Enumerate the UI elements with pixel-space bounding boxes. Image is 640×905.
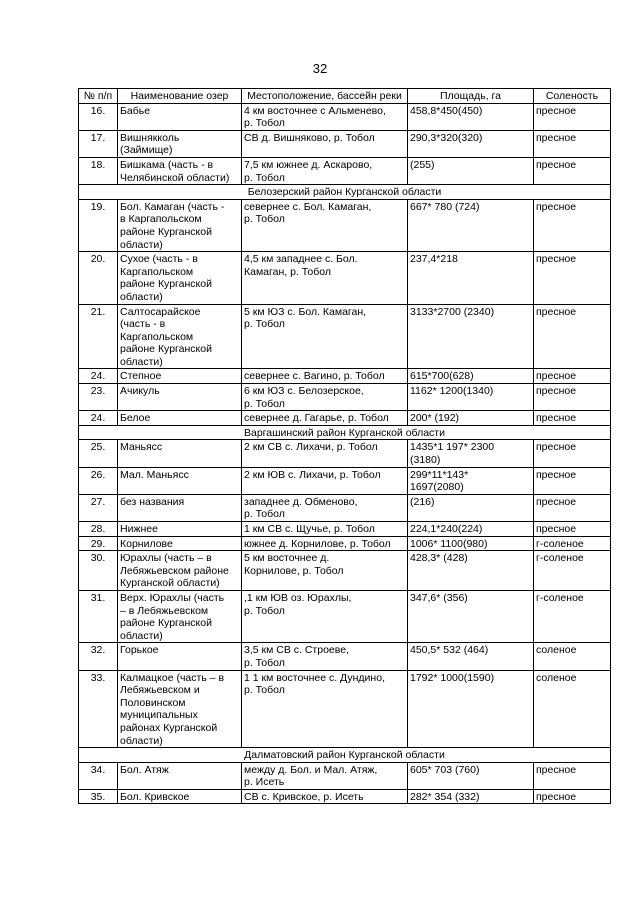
lake-location: [242, 467, 408, 494]
lake-location: [242, 789, 408, 804]
lake-name: [118, 762, 242, 789]
lake-location-line: 3,5 км СВ с. Строеве,: [244, 644, 349, 657]
lake-name-line: области): [120, 355, 163, 368]
lake-name-line: (часть - в: [120, 318, 166, 331]
lake-area: [408, 157, 534, 184]
lake-name: [118, 157, 242, 184]
lake-location: [242, 762, 408, 789]
lake-location: [242, 384, 408, 411]
lake-location-line: 6 км ЮЗ с. Белозерское,: [244, 385, 364, 398]
header-salinity: Соленость: [534, 89, 611, 104]
row-number: 28.: [79, 522, 118, 537]
lake-name: [118, 130, 242, 157]
lake-area-line: (216): [410, 495, 435, 508]
lake-area: [408, 551, 534, 591]
lake-salinity: пресное: [534, 467, 611, 494]
lake-location: [242, 670, 408, 748]
lake-location-line: р. Исеть: [244, 776, 285, 789]
lake-name-line: Челябинской области): [120, 171, 230, 184]
region-header-row: [79, 425, 611, 440]
table-row: [79, 440, 611, 467]
lake-location-line: р. Тобол: [244, 171, 285, 184]
lake-area: [408, 643, 534, 670]
row-number: 31.: [79, 590, 118, 642]
row-number: 18.: [79, 157, 118, 184]
row-number: 33.: [79, 670, 118, 748]
table-header-row: [79, 89, 611, 104]
header-number: № п/п: [79, 89, 118, 104]
region-header-row: [79, 185, 611, 200]
lake-area: [408, 467, 534, 494]
lake-name-line: в Каргапольском: [120, 213, 202, 226]
lake-location-line: южнее д. Корнилове, р. Тобол: [244, 537, 391, 550]
lake-name-line: Верх. Юрахлы (часть: [120, 591, 225, 604]
lake-name-line: Калмацкое (часть – в: [120, 671, 225, 684]
lake-location-line: СВ д. Вишняково, р. Тобол: [244, 131, 375, 144]
lake-location-line: 2 км ЮВ с. Лихачи, р. Тобол: [244, 468, 381, 481]
lake-name: [118, 551, 242, 591]
row-number: 17.: [79, 130, 118, 157]
lake-location-line: р. Тобол: [244, 397, 285, 410]
lake-area: [408, 252, 534, 304]
lake-area: [408, 590, 534, 642]
lake-name: [118, 369, 242, 384]
lake-area-line: 224,1*240(224): [410, 523, 483, 535]
lake-salinity: пресное: [534, 252, 611, 304]
lake-salinity: пресное: [534, 411, 611, 426]
lake-salinity: пресное: [534, 369, 611, 384]
lake-location-line: р. Тобол: [244, 117, 285, 130]
lake-name-line: Салтосарайское: [120, 305, 201, 318]
lake-location: [242, 252, 408, 304]
lake-salinity: пресное: [534, 440, 611, 467]
lake-name-line: Горькое: [120, 644, 159, 657]
table-row: [79, 762, 611, 789]
row-number: 19.: [79, 199, 118, 251]
lake-location-line: СВ с. Кривское, р. Исеть: [244, 790, 364, 803]
lake-name-line: Бишкама (часть - в: [120, 158, 214, 171]
table-row: [79, 522, 611, 537]
lake-name: [118, 199, 242, 251]
lake-name-line: Каргапольском: [120, 265, 194, 278]
lake-area-line: 450,5* 532 (464): [410, 644, 489, 657]
lake-salinity: г-соленое: [534, 536, 611, 551]
lake-area-line: 1006* 1100(980): [410, 537, 488, 550]
table-row: [79, 369, 611, 384]
table-row: [79, 304, 611, 369]
lake-location-line: 1 1 км восточнее с. Дундино,: [244, 671, 385, 684]
lake-name-line: районах Курганской: [120, 721, 218, 734]
lake-name-line: (Займище): [120, 144, 173, 157]
lake-location-line: севернее с. Бол. Камаган,: [244, 200, 372, 213]
table-row: [79, 551, 611, 591]
lake-location: [242, 304, 408, 369]
lake-name-line: Лебяжьевском районе: [120, 564, 229, 577]
lake-location-line: 1 км СВ с. Щучье, р. Тобол: [244, 523, 375, 535]
lake-name-line: Корнилове: [120, 537, 173, 550]
lake-area: [408, 199, 534, 251]
lake-salinity: пресное: [534, 762, 611, 789]
lake-area-line: 282* 354 (332): [410, 790, 480, 803]
lake-location-line: р. Тобол: [244, 656, 285, 669]
row-number: 24.: [79, 411, 118, 426]
lake-salinity: пресное: [534, 157, 611, 184]
header-area: Площадь, га: [408, 89, 534, 104]
table-row: [79, 536, 611, 551]
lake-name-line: Бол. Камаган (часть -: [120, 200, 225, 213]
lake-location: [242, 411, 408, 426]
lake-location: [242, 157, 408, 184]
table-row: [79, 199, 611, 251]
lake-name-line: Лебяжьевском и: [120, 684, 200, 697]
lake-name-line: Белое: [120, 412, 151, 425]
lake-area: [408, 762, 534, 789]
table-row: [79, 670, 611, 748]
lake-area: [408, 522, 534, 537]
lake-location-line: между д. Бол. и Мал. Атяж,: [244, 763, 378, 776]
table-row: [79, 157, 611, 184]
lake-salinity: пресное: [534, 789, 611, 804]
lake-location: [242, 199, 408, 251]
lake-location-line: р. Тобол: [244, 318, 285, 331]
lake-area-line: 667* 780 (724): [410, 200, 480, 213]
lake-location: [242, 130, 408, 157]
row-number: 32.: [79, 643, 118, 670]
row-number: 16.: [79, 103, 118, 130]
lake-location: [242, 440, 408, 467]
lake-name-line: муниципальных: [120, 709, 198, 722]
lake-location-line: 5 км ЮЗ с. Бол. Камаган,: [244, 305, 367, 318]
lake-area-line: 299*11*143*: [410, 468, 469, 481]
lake-name-line: – в Лебяжьевском: [120, 604, 209, 617]
lake-area-line: 290,3*320(320): [410, 131, 483, 144]
lake-name-line: Бол. Кривское: [120, 790, 190, 803]
row-number: 23.: [79, 384, 118, 411]
table-row: [79, 494, 611, 521]
lake-area-line: 3133*2700 (2340): [410, 305, 495, 318]
lake-name-line: районе Курганской: [120, 225, 212, 238]
lake-name-line: области): [120, 290, 163, 303]
table-row: [79, 130, 611, 157]
lake-name: [118, 536, 242, 551]
lake-area: [408, 369, 534, 384]
row-number: 21.: [79, 304, 118, 369]
lake-location-line: ,1 км ЮВ оз. Юрахлы,: [244, 591, 352, 604]
lake-name-line: области): [120, 734, 163, 747]
lake-name-line: Бол. Атяж: [120, 763, 169, 776]
lake-area-line: 1697(2080): [410, 481, 464, 494]
lake-area: [408, 130, 534, 157]
lake-name-line: Курганской области): [120, 577, 220, 590]
lake-name: [118, 494, 242, 521]
lake-name-line: Каргапольском: [120, 330, 194, 343]
lake-area: [408, 789, 534, 804]
table-row: [79, 411, 611, 426]
lake-location: [242, 494, 408, 521]
region-header-row: [79, 748, 611, 763]
lake-area-line: 605* 703 (760): [410, 763, 480, 776]
lake-area: [408, 384, 534, 411]
lake-name: [118, 789, 242, 804]
lake-name-line: Нижнее: [120, 523, 158, 535]
lake-location-line: Корнилове, р. Тобол: [244, 564, 344, 577]
lake-location: [242, 522, 408, 537]
lake-name-line: Маньясс: [120, 441, 163, 454]
region-title: Далматовский район Курганской области: [79, 748, 611, 763]
row-number: 30.: [79, 551, 118, 591]
table-row: [79, 467, 611, 494]
lake-name-line: Вишнякколь: [120, 131, 180, 144]
lake-name-line: без названия: [120, 495, 185, 508]
lake-name-line: Мал. Маньясс: [120, 468, 189, 481]
row-number: 24.: [79, 369, 118, 384]
lake-salinity: пресное: [534, 130, 611, 157]
lake-salinity: пресное: [534, 199, 611, 251]
lake-location-line: западнее д. Обменово,: [244, 495, 358, 508]
lake-location: [242, 103, 408, 130]
lake-name: [118, 304, 242, 369]
lake-area-line: 237,4*218: [410, 253, 458, 266]
lake-name-line: районе Курганской: [120, 617, 212, 630]
lake-name-line: Половинском: [120, 696, 186, 709]
lake-area: [408, 494, 534, 521]
lake-name: [118, 590, 242, 642]
table-body: [79, 103, 611, 804]
lake-location-line: 7,5 км южнее д. Аскарово,: [244, 158, 373, 171]
row-number: 34.: [79, 762, 118, 789]
lake-name-line: районе Курганской: [120, 278, 212, 291]
lake-salinity: г-соленое: [534, 551, 611, 591]
table-row: [79, 590, 611, 642]
row-number: 20.: [79, 252, 118, 304]
lake-name: [118, 252, 242, 304]
table-row: [79, 384, 611, 411]
lake-name: [118, 103, 242, 130]
lake-name: [118, 440, 242, 467]
lake-area: [408, 440, 534, 467]
lake-name-line: Юрахлы (часть – в: [120, 552, 212, 565]
lake-salinity: пресное: [534, 384, 611, 411]
lake-location-line: Камаган, р. Тобол: [244, 265, 331, 278]
lake-location-line: р. Тобол: [244, 213, 285, 226]
lake-name: [118, 467, 242, 494]
lake-name-line: Бабье: [120, 104, 151, 117]
lake-location: [242, 536, 408, 551]
lake-area: [408, 536, 534, 551]
lake-area-line: 458,8*450(450): [410, 104, 483, 117]
table-row: [79, 789, 611, 804]
page-number: 32: [312, 61, 328, 76]
lake-area-line: 347,6* (356): [410, 591, 468, 604]
region-title: Варгашинский район Курганской области: [79, 425, 611, 440]
lake-area-line: 1435*1 197* 2300: [410, 441, 495, 454]
lake-salinity: пресное: [534, 522, 611, 537]
lake-salinity: пресное: [534, 103, 611, 130]
lake-area-line: 1162* 1200(1340): [410, 385, 494, 398]
lake-location-line: 2 км СВ с. Лихачи, р. Тобол: [244, 441, 378, 454]
lake-name-line: области): [120, 238, 163, 251]
lake-name-line: Степное: [120, 370, 162, 383]
lake-salinity: пресное: [534, 494, 611, 521]
row-number: 26.: [79, 467, 118, 494]
lake-location-line: севернее д. Гагарье, р. Тобол: [244, 412, 389, 425]
lake-name-line: Сухое (часть - в: [120, 253, 198, 266]
header-location: Местоположение, бассейн реки: [242, 89, 408, 104]
lake-name-line: области): [120, 629, 163, 642]
row-number: 35.: [79, 789, 118, 804]
lake-location: [242, 643, 408, 670]
lake-area-line: 200* (192): [410, 412, 460, 425]
lake-location-line: р. Тобол: [244, 508, 285, 521]
header-lake-name: Наименование озер: [118, 89, 242, 104]
lake-area: [408, 670, 534, 748]
lakes-table: [78, 88, 611, 804]
lake-area-line: 428,3* (428): [410, 552, 468, 565]
lake-area-line: 615*700(628): [410, 370, 474, 383]
table-row: [79, 103, 611, 130]
lake-name: [118, 411, 242, 426]
lake-location: [242, 590, 408, 642]
lake-area: [408, 103, 534, 130]
region-title: Белозерский район Курганской области: [79, 185, 611, 200]
lake-salinity: пресное: [534, 304, 611, 369]
lake-salinity: соленое: [534, 643, 611, 670]
lake-name: [118, 384, 242, 411]
lake-area-line: (255): [410, 158, 435, 171]
lake-location-line: 5 км восточнее д.: [244, 552, 330, 565]
lake-salinity: г-соленое: [534, 590, 611, 642]
lake-location-line: р. Тобол: [244, 604, 285, 617]
row-number: 25.: [79, 440, 118, 467]
table-row: [79, 643, 611, 670]
lake-location-line: 4,5 км западнее с. Бол.: [244, 253, 358, 266]
lake-name-line: районе Курганской: [120, 343, 212, 356]
lake-area: [408, 304, 534, 369]
row-number: 27.: [79, 494, 118, 521]
table-row: [79, 252, 611, 304]
lake-location-line: севернее с. Вагино, р. Тобол: [244, 370, 385, 383]
lake-location: [242, 551, 408, 591]
lake-name: [118, 643, 242, 670]
lake-location-line: р. Тобол: [244, 684, 285, 697]
lake-name-line: Ачикуль: [120, 385, 160, 398]
lake-name: [118, 522, 242, 537]
lake-area: [408, 411, 534, 426]
lake-area-line: 1792* 1000(1590): [410, 671, 495, 684]
lake-location-line: 4 км восточнее с Альменево,: [244, 104, 386, 117]
row-number: 29.: [79, 536, 118, 551]
lake-salinity: соленое: [534, 670, 611, 748]
lake-location: [242, 369, 408, 384]
lake-name: [118, 670, 242, 748]
lake-area-line: (3180): [410, 454, 441, 467]
